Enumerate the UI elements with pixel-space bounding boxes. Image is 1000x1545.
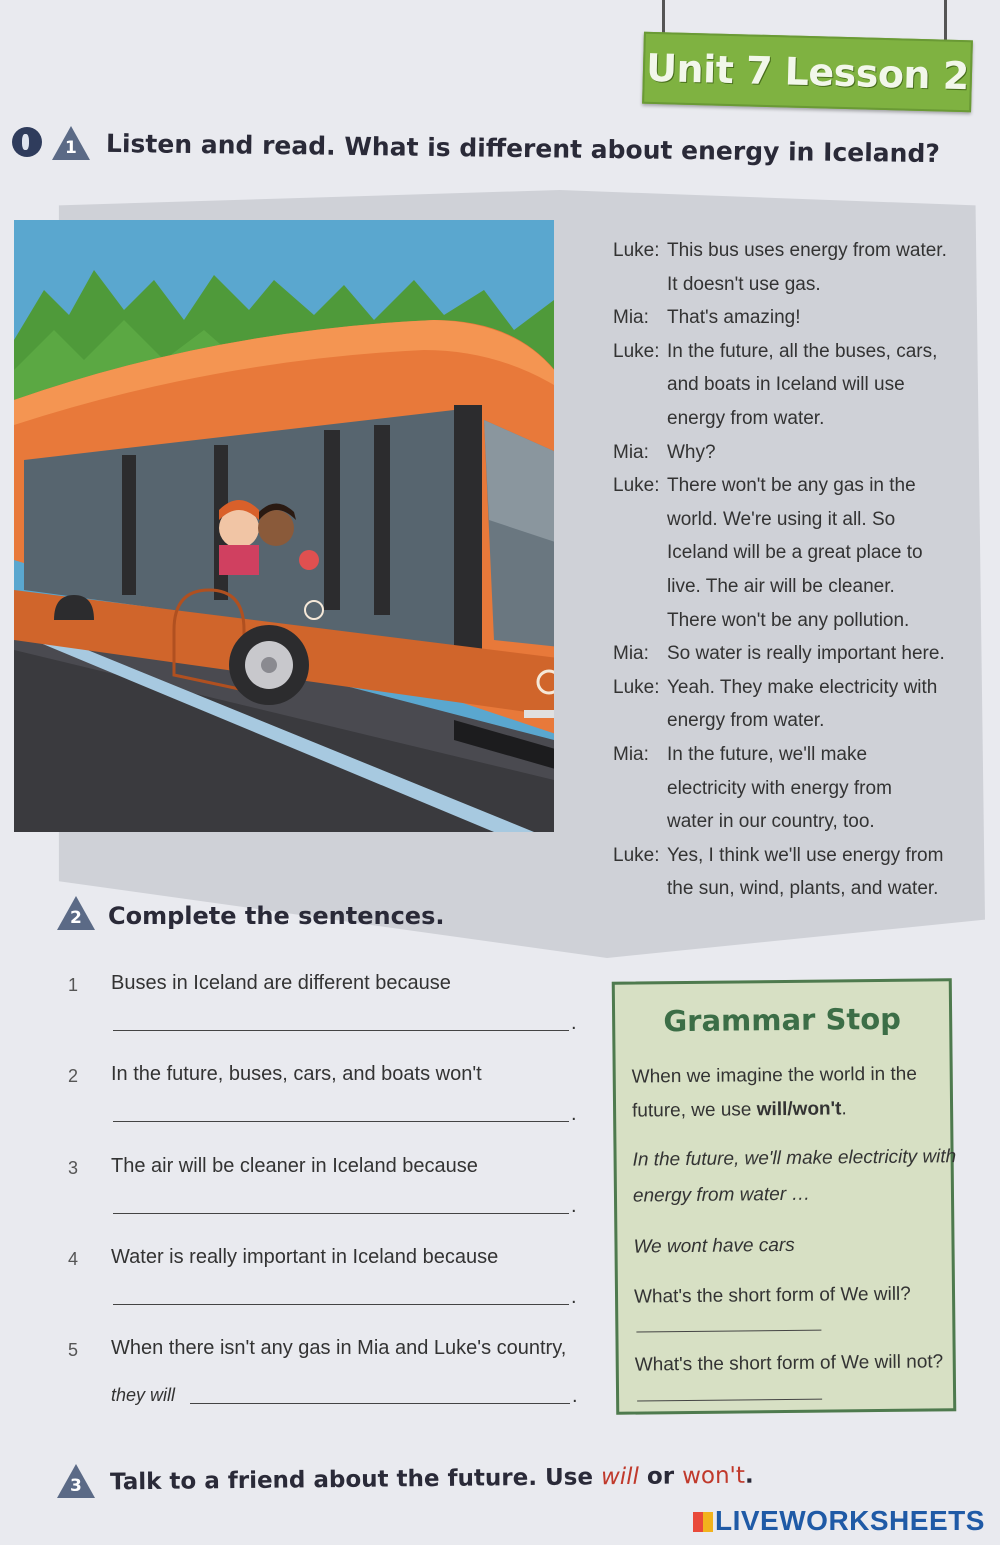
dialogue-line [613,744,868,766]
dialogue-line [613,240,947,262]
speaker-name: Mia: [613,441,649,463]
speaker-name: Mia: [613,643,649,665]
logo-mark-icon [693,1512,713,1532]
dialogue-text: Iceland will be a great place to [667,542,923,564]
dialogue-line [613,273,821,296]
dialogue-text: electricity with energy from [667,777,892,799]
grammar-example: In the future, we'll make electricity with [632,1146,957,1171]
exercise-number-badge: 1 [52,126,90,160]
dialogue-line [613,441,716,464]
dialogue-text: In the future, we'll make [667,744,868,765]
question-number: 2 [68,1066,79,1086]
dialogue-text: energy from water. [667,710,825,732]
dialogue-line [613,811,875,833]
question-number: 1 [68,975,79,995]
grammar-question: What's the short form of We will? [633,1283,911,1308]
grammar-example: We wont have cars [633,1234,795,1258]
bus-illustration [14,220,554,832]
grammar-stop-box [612,978,957,1415]
exercise-number-badge: 3 [57,1464,95,1498]
answer-blank[interactable] [113,1121,569,1122]
sentence-end: . [571,1012,577,1034]
bus-image [14,220,554,832]
unit-lesson-label: Unit 7 Lesson 2 [645,45,970,99]
dialogue-text: Why? [667,441,716,463]
dialogue-line [613,307,801,329]
question-number: 5 [68,1340,79,1360]
grammar-line: future, we use will/won't. [631,1098,847,1122]
dialogue-text: It doesn't use gas. [667,273,821,295]
dialogue-line [613,676,938,699]
dialogue-line [613,542,923,564]
exercise3-instruction: Talk to a friend about the future. Use will or won't. [109,1462,754,1496]
dialogue-text: water in our country, too. [667,811,875,833]
question-text: Water is really important in Iceland because [111,1246,499,1268]
dialogue-line [613,878,939,900]
dialogue-line [613,576,895,598]
speaker-name: Luke: [613,475,660,497]
sentence-end: . [571,1286,577,1308]
dialogue-text: There won't be any gas in the [667,475,916,497]
sentence-end: . [571,1103,577,1125]
exercise1-instruction: Listen and read. What is different about energy in Iceland? [105,128,941,169]
exercise2-instruction: Complete the sentences. [108,902,445,930]
answer-prefix: they will [111,1385,176,1405]
speaker-name: Luke: [613,340,660,362]
dialogue-line [613,374,905,396]
dialogue-line [613,609,910,632]
answer-blank[interactable] [113,1304,569,1305]
banner-string-right [944,0,947,44]
unit-lesson-banner [642,32,973,113]
grammar-question: What's the short form of We will not? [634,1351,944,1376]
audio-icon[interactable] [12,127,42,157]
dialogue-line [613,710,825,732]
grammar-answer-blank[interactable] [636,1330,821,1333]
grammar-line: When we imagine the world in the [631,1063,917,1088]
dialogue-text: That's amazing! [667,307,801,329]
speaker-name: Luke: [613,676,660,698]
dialogue-text: There won't be any pollution. [667,609,910,631]
grammar-answer-blank[interactable] [637,1399,822,1402]
dialogue-text: This bus uses energy from water. [667,240,947,261]
question-text: In the future, buses, cars, and boats won't [111,1063,482,1085]
dialogue-text: live. The air will be cleaner. [667,576,895,597]
grammar-stop-title: Grammar Stop [663,1001,902,1039]
dialogue-line [613,340,938,363]
dialogue-text: In the future, all the buses, cars, [667,340,938,362]
answer-blank[interactable] [190,1403,570,1404]
dialogue-text: energy from water. [667,408,825,429]
speaker-name: Luke: [613,240,660,261]
dialogue-text: So water is really important here. [667,643,945,665]
liveworksheets-logo: LIVEWORKSHEETS [693,1505,985,1537]
question-number: 4 [68,1249,79,1269]
answer-blank[interactable] [113,1030,569,1031]
dialogue-line [613,508,896,531]
dialogue-line [613,844,944,867]
question-number: 3 [68,1158,79,1178]
dialogue-text: world. We're using it all. So [667,508,896,530]
question-text: Buses in Iceland are different because [111,972,451,994]
dialogue-text: Yes, I think we'll use energy from [667,844,944,866]
speaker-name: Mia: [613,744,649,765]
dialogue-text: Yeah. They make electricity with [667,676,938,698]
question-text: When there isn't any gas in Mia and Luke's country, [111,1337,567,1359]
dialogue-line [613,408,825,430]
sentence-end: . [571,1195,577,1217]
sentence-end: . [572,1385,578,1407]
dialogue-text: the sun, wind, plants, and water. [667,878,939,900]
dialogue-text: and boats in Iceland will use [667,374,905,396]
dialogue-line [613,777,892,800]
question-text: The air will be cleaner in Iceland because [111,1155,478,1177]
exercise-number-badge: 2 [57,896,95,930]
speaker-name: Mia: [613,307,649,329]
dialogue-line [613,475,916,497]
answer-blank[interactable] [113,1213,569,1214]
dialogue-line [613,643,945,665]
speaker-name: Luke: [613,844,660,866]
grammar-example: energy from water … [632,1183,811,1207]
